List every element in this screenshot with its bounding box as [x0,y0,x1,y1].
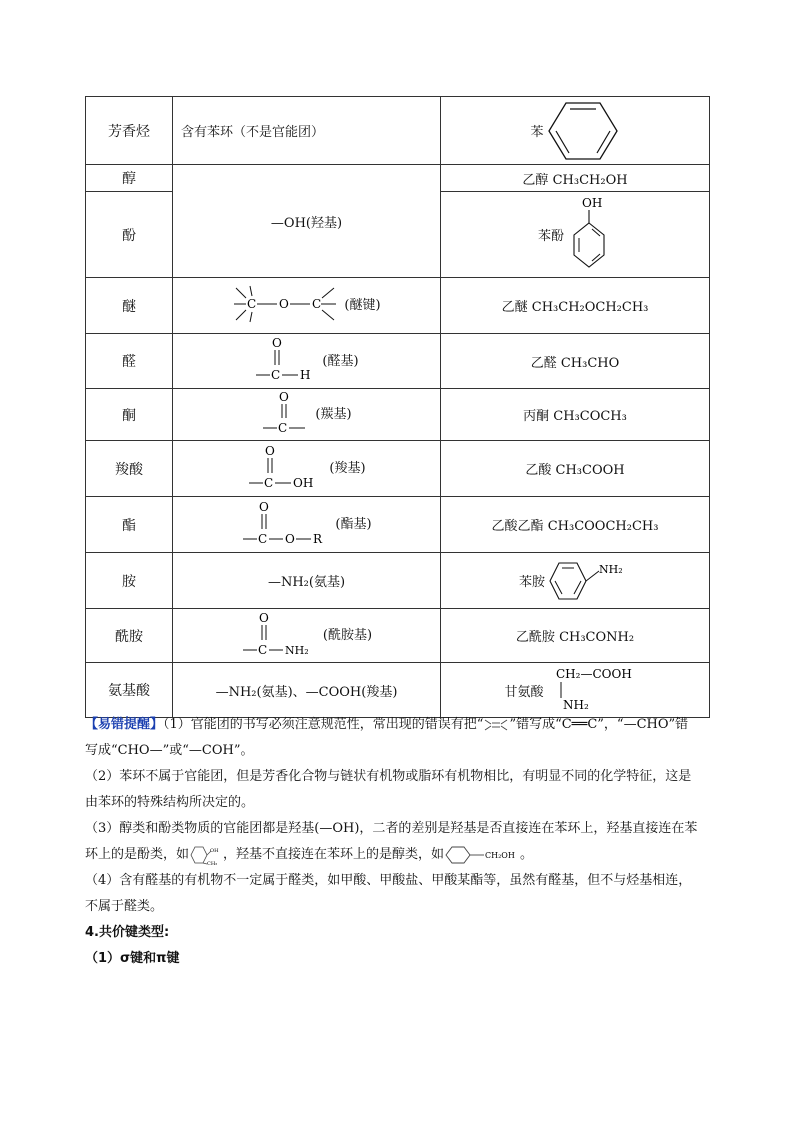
example-cell [441,553,710,609]
example-cell [441,497,710,553]
note-1-line-2: 写成“CHO—”或“—COH”。 [85,743,254,758]
category-cell: 醇 [86,165,173,192]
example-label: 乙醚 [501,300,528,315]
note-3-line-2: 环上的是酚类，如 OH CH₃ ，羟基不直接连在苯环上的是醇类，如 CH₂OH 。 [85,842,725,868]
svg-text:NH₂: NH₂ [284,643,309,657]
table-row [86,97,710,165]
subsection-heading: （1）σ键和π键 [85,951,180,966]
note-1-line-1: 【易错提醒】（1）官能团的书写必须注意规范性，常出现的错误有把“ ”错写成“C══C”，“—CHO”错 [85,717,689,732]
category-cell: 芳香烃 [86,97,173,165]
aldehyde-group-structure-icon [254,335,320,383]
svg-text:O: O [285,531,296,546]
example-formula: CH₃CONH₂ [559,630,635,645]
svg-text:O: O [265,443,276,458]
nh2-label: NH₂ [599,562,623,576]
example-label: 乙醛 [530,355,557,371]
note-2-line-1: （2）苯环不属于官能团，但是芳香化合物与链状有机物或脂环有机物相比，有明显不同的化学特征，这是 [85,769,692,784]
group-name: (醛基) [322,353,359,369]
svg-text:CH₂—COOH: CH₂—COOH [555,667,632,681]
group-cell [173,334,441,389]
example-cell [441,97,710,165]
table-row [86,334,710,389]
example-cell [441,663,710,718]
svg-text:C: C [257,642,268,657]
ester-group-structure-icon [241,499,333,547]
example-formula: CH₃COOCH₂CH₃ [547,519,659,534]
carbonyl-group-structure-icon [261,390,313,436]
example-label: 苯胺 [518,575,545,590]
example-label: 苯酚 [537,229,564,244]
ether-bond-structure-icon [232,282,342,326]
example-formula: CH₃COCH₃ [553,409,627,424]
table-row [86,553,710,609]
svg-text:C: C [264,475,274,490]
category-cell: 酯 [86,497,173,553]
svg-text:C: C [271,368,281,382]
example-label: 乙酸 [525,463,552,478]
category-cell: 酰胺 [86,609,173,663]
double-bond-structure-icon [483,718,509,732]
category-cell: 胺 [86,553,173,609]
example-cell [441,192,710,278]
cresol-structure-icon [189,844,223,866]
table-row [86,497,710,553]
svg-text:C: C [247,296,257,311]
functional-group-table [85,96,710,718]
svg-text:OH: OH [293,475,314,490]
category-cell: 酚 [86,192,173,278]
note-4-line-2: 不属于醛类。 [85,899,164,914]
tip-title: 【易错提醒】 [85,717,164,732]
notes-section [85,712,725,972]
category-cell: 羧酸 [86,441,173,497]
svg-text:C: C [312,296,322,311]
svg-text:O: O [279,296,290,311]
svg-text:O: O [279,389,290,404]
svg-text:O: O [259,499,270,514]
category-cell: 酮 [86,389,173,441]
note-4-line-1: （4）含有醛基的有机物不一定属于醛类，如甲酸、甲酸盐、甲酸某酯等，虽然有醛基，但不与烃基相连， [85,873,692,888]
table-row [86,441,710,497]
example-cell [441,334,710,389]
group-cell: —NH₂(氨基) [173,553,441,609]
phenol-structure-icon [566,195,612,275]
group-cell: 含有苯环（不是官能团） [173,97,441,165]
group-name: (酯基) [335,517,372,532]
group-name: (羰基) [315,407,352,422]
group-cell [173,441,441,497]
benzyl-alcohol-structure-icon [444,845,520,865]
group-cell: —OH(羟基) [173,165,441,278]
example-formula: CH₃CH₂OCH₂CH₃ [531,300,649,315]
group-name: (羧基) [329,461,366,476]
example-label: 苯 [530,125,544,140]
example-label: 甘氨酸 [504,684,544,700]
table-row [86,663,710,718]
group-name: (酰胺基) [322,628,373,643]
example-cell [441,609,710,663]
category-cell: 醚 [86,278,173,334]
svg-text:NH₂: NH₂ [562,698,589,712]
svg-text:O: O [272,336,283,350]
svg-text:H: H [300,368,311,382]
table-row [86,278,710,334]
group-cell: —NH₂(氨基)、—COOH(羧基) [173,663,441,718]
category-cell: 醛 [86,334,173,389]
group-cell [173,389,441,441]
oh-label: OH [582,195,603,210]
svg-text:R: R [313,531,323,546]
section-heading: 4.共价键类型: [85,925,170,940]
example-cell [441,389,710,441]
example-formula: CH₃CH₂OH [552,172,628,188]
svg-text:C: C [258,531,268,546]
example-label: 乙醇 [522,172,549,188]
category-cell: 氨基酸 [86,663,173,718]
example-formula: CH₃CHO [560,355,620,371]
example-cell [441,165,710,192]
aniline-structure-icon [547,557,631,605]
table-row [86,165,710,192]
table-row [86,609,710,663]
glycine-structure-icon [546,666,646,714]
svg-text:CH₂OH: CH₂OH [485,850,515,860]
svg-text:CH₃: CH₃ [207,860,218,866]
example-cell [441,441,710,497]
example-label: 丙酮 [523,409,550,424]
carboxyl-group-structure-icon [247,443,327,491]
group-cell [173,609,441,663]
group-name: (醚键) [344,298,381,313]
svg-text:C: C [278,420,288,435]
table-row [86,389,710,441]
example-cell [441,278,710,334]
group-cell [173,278,441,334]
benzene-structure-icon [546,99,620,163]
example-label: 乙酸乙酯 [491,519,544,534]
note-2-line-2: 由苯环的特殊结构所决定的。 [85,795,255,810]
svg-text:O: O [258,610,269,625]
amide-group-structure-icon [241,610,321,658]
note-3-line-1: （3）醇类和酚类物质的官能团都是羟基(—OH)，二者的差别是羟基是否直接连在苯环上，羟基直接连在苯 [85,821,698,836]
group-cell [173,497,441,553]
example-label: 乙酰胺 [515,630,555,645]
svg-text:OH: OH [210,847,219,854]
example-formula: CH₃COOH [555,463,625,478]
